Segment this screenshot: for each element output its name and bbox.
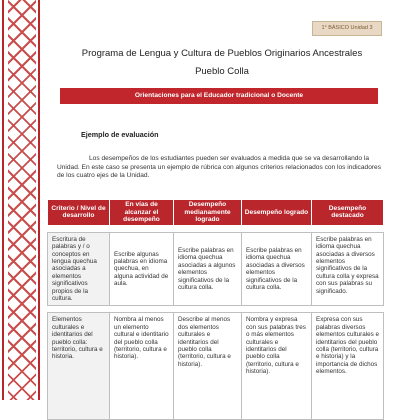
rubric-header-cell: Desempeño logrado [242,200,312,226]
border-line-right [38,0,40,400]
rubric-cell: Escribe palabras en idioma quechua asociadas a algunos elementos significativos de la cultura colla. [174,232,242,306]
decorative-side-border [0,0,44,400]
rubric-cell: Expresa con sus palabras diversos elementos culturales e identitarios del pueblo colla (territorio, cultura e historia) y la importancia de dichos elementos. [312,313,384,420]
rubric-header-cell: Criterio / Nivel de desarrollo [48,200,110,226]
page-title: Programa de Lengua y Cultura de Pueblos Originarios Ancestrales [81,48,363,59]
rubric-cell: Escribe algunas palabras en idioma quechua, en alguna actividad de aula. [110,232,174,306]
rubric-cell: Describe al menos dos elementos culturales e identitarios del pueblo colla (territorio, cultura e historia). [174,313,242,420]
rubric-cell: Nombra y expresa con sus palabras tres o más elementos culturales e identitarios del pueblo colla (territorio, cultura e historia). [242,313,312,420]
rubric-header-cell: En vías de alcanzar el desempeño [110,200,174,226]
rubric-criterion-cell: Escritura de palabras y / o conceptos en lengua quechua asociadas a elementos significativos propios de la cultura. [48,232,110,306]
border-line-left [2,0,4,400]
rubric-criterion-cell: Elementos culturales e identitarios del pueblo colla: territorio, cultura e historia. [48,313,110,420]
table-row [48,232,384,306]
rubric-cell: Escribe palabras en idioma quechua asociadas a diversos elementos significativos de la cultura colla. [242,232,312,306]
section-heading: Ejemplo de evaluación [81,130,159,139]
rubric-cell: Escribe palabras en idioma quechua asociadas a diversos elementos significativos de la cultura colla y expresa con sus palabras su significado. [312,232,384,306]
table-row [48,313,384,420]
rubric-cell: Nombra al menos un elemento cultural e identitario del pueblo colla (territorio, cultura e historia). [110,313,174,420]
andean-pattern-strip [8,0,36,400]
rubric-header-cell: Desempeño medianamente logrado [174,200,242,226]
intro-paragraph: Los desempeños de los estudiantes pueden ser evaluados a medida que se va desarrollando la Unidad. En este caso se presenta un ejemplo de rúbrica con algunos criterios relacionados con los indicadores de los cuatro ejes de la Unidad. [57,155,382,180]
section-banner: Orientaciones para el Educador tradicional o Docente [60,88,378,104]
rubric-header-cell: Desempeño destacado [312,200,384,226]
grade-unit-badge: 1° BÁSICO Unidad 3 [312,21,382,36]
evaluation-rubric-table [47,199,384,420]
page-subtitle: Pueblo Colla [195,66,249,77]
rubric-header-row [48,200,384,226]
